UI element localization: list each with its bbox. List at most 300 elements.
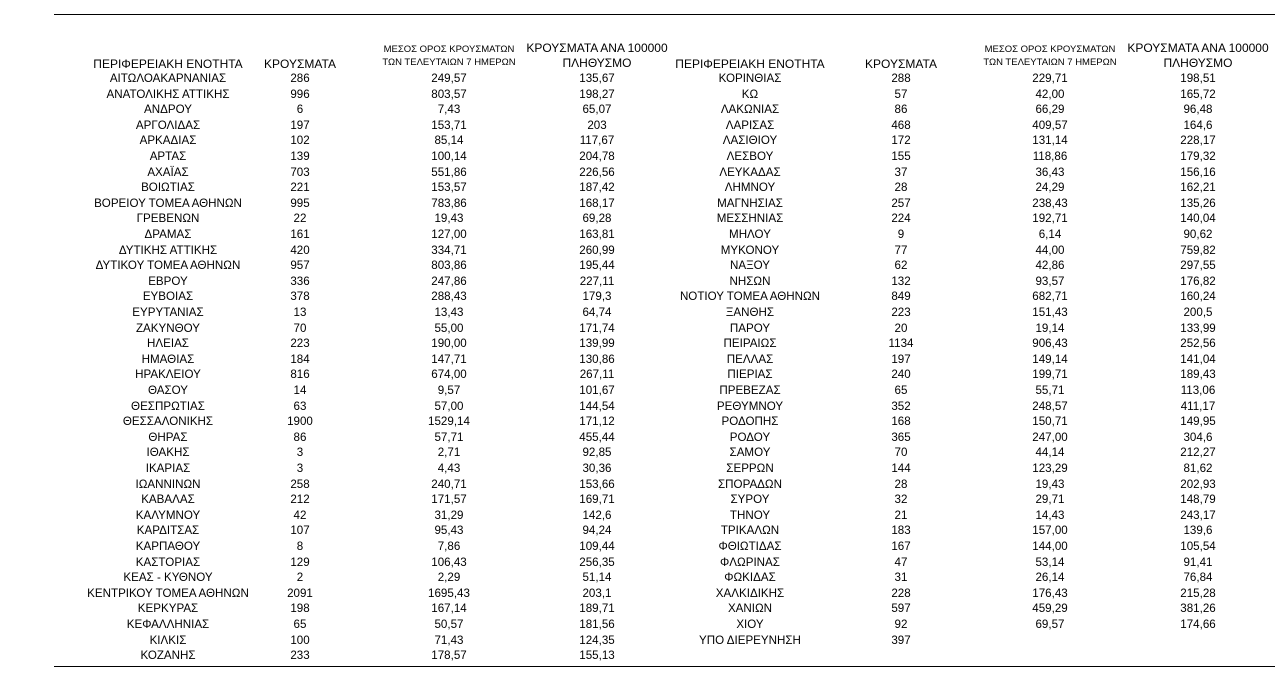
right-cases-value: 352 — [891, 399, 911, 413]
right-seven-day-avg-value: 24,29 — [1035, 181, 1065, 195]
right-cases-value: 155 — [891, 150, 911, 163]
right-seven-day-avg-value: 26,14 — [1035, 571, 1065, 585]
right-cases-value: 28 — [894, 477, 908, 491]
right-region-name: ΤΗΝΟΥ — [729, 508, 771, 522]
left-per-100k-value: 130,86 — [579, 352, 615, 366]
right-seven-day-avg-value: 459,29 — [1032, 602, 1068, 616]
left-per-100k-value: 124,35 — [579, 633, 615, 647]
right-cases-value: 70 — [894, 446, 908, 460]
right-region-name: ΣΥΡΟΥ — [730, 493, 770, 507]
left-cases-value: 1900 — [287, 415, 313, 429]
table-row — [0, 118, 1285, 134]
left-seven-day-avg-value: 13,43 — [434, 306, 464, 319]
left-seven-day-avg-value: 1529,14 — [428, 415, 470, 429]
left-region-name: ΚΙΛΚΙΣ — [149, 633, 187, 647]
left-region-name: ΗΜΑΘΙΑΣ — [141, 352, 195, 366]
right-seven-day-avg-value: 42,00 — [1035, 87, 1065, 101]
right-per-100k-value: 176,82 — [1180, 274, 1216, 288]
left-cases-value: 63 — [293, 399, 307, 413]
right-region-name: ΦΘΙΩΤΙΔΑΣ — [718, 540, 782, 553]
left-seven-day-avg-value: 55,00 — [434, 321, 464, 335]
left-per-100k-value: 203,1 — [582, 586, 612, 600]
table-row — [0, 367, 1285, 383]
right-cases-value: 1134 — [888, 337, 914, 351]
right-seven-day-avg-value: 53,14 — [1035, 555, 1065, 569]
right-per-100k-value: 105,54 — [1180, 540, 1216, 553]
table-row — [0, 492, 1285, 508]
left-region-name: ΑΡΓΟΛΙΔΑΣ — [135, 118, 201, 132]
right-region-name: ΥΠΟ ΔΙΕΡΕΥΝΗΣΗ — [699, 633, 801, 647]
left-region-name: ΚΑΡΠΑΘΟΥ — [135, 540, 201, 553]
right-region-name: ΠΑΡΟΥ — [729, 321, 771, 335]
left-seven-day-avg-value: 2,71 — [437, 446, 461, 460]
left-seven-day-avg-value: 9,57 — [437, 384, 461, 397]
table-row — [0, 196, 1285, 212]
left-seven-day-avg-value: 106,43 — [431, 555, 467, 569]
left-seven-day-avg-value: 147,71 — [431, 352, 467, 366]
right-cases-value: 168 — [891, 415, 911, 429]
left-cases-value: 139 — [290, 150, 310, 163]
right-cases-value: 62 — [894, 259, 908, 273]
left-region-name: ΔΥΤΙΚΗΣ ΑΤΤΙΚΗΣ — [118, 243, 218, 257]
left-cases-value: 6 — [296, 103, 304, 117]
right-cases-value: 468 — [891, 118, 911, 132]
right-seven-day-avg-value: 238,43 — [1032, 196, 1068, 210]
right-cases-value: 228 — [891, 586, 911, 600]
left-cases-value: 70 — [293, 321, 307, 335]
left-cases-value: 13 — [293, 306, 307, 319]
left-per-100k-value: 267,11 — [579, 368, 615, 382]
left-region-name: ΔΥΤΙΚΟΥ ΤΟΜΕΑ ΑΘΗΝΩΝ — [95, 259, 241, 273]
left-region-name: ΚΕΡΚΥΡΑΣ — [137, 602, 199, 616]
left-cases-value: 336 — [290, 274, 310, 288]
left-seven-day-avg-value: 7,86 — [437, 540, 461, 553]
right-region-name: ΡΕΘΥΜΝΟΥ — [716, 399, 784, 413]
left-region-name: ΚΑΡΔΙΤΣΑΣ — [136, 524, 200, 538]
left-region-name: ΚΑΒΑΛΑΣ — [141, 493, 195, 507]
left-per-100k-value: 153,66 — [579, 477, 615, 491]
left-region-name: ΑΝΔΡΟΥ — [144, 103, 192, 117]
right-seven-day-avg-value: 69,57 — [1035, 618, 1065, 631]
right-per-100k-value: 113,06 — [1180, 384, 1216, 397]
right-cases-value: 47 — [894, 555, 908, 569]
right-seven-day-avg-value: 157,00 — [1032, 524, 1068, 538]
right-cases-value: 37 — [894, 165, 908, 179]
left-seven-day-avg-value: 247,86 — [431, 274, 467, 288]
left-cases-value: 8 — [296, 540, 304, 553]
left-per-100k-value: 101,67 — [579, 384, 615, 397]
right-region-name: ΛΗΜΝΟΥ — [724, 181, 776, 195]
right-region-name: ΜΗΛΟΥ — [729, 228, 771, 241]
table-row — [0, 180, 1285, 196]
right-per-100k-value: 297,55 — [1180, 259, 1216, 273]
right-per-100k-value: 133,99 — [1180, 321, 1216, 335]
right-region-name: ΝΗΣΩΝ — [729, 274, 771, 288]
left-seven-day-avg-value: 178,57 — [431, 649, 467, 663]
right-region-name: ΜΑΓΝΗΣΙΑΣ — [717, 196, 783, 210]
header-avg-right-line1: ΜΕΣΟΣ ΟΡΟΣ ΚΡΟΥΣΜΑΤΩΝ — [984, 44, 1116, 55]
right-per-100k-value: 81,62 — [1183, 462, 1213, 475]
left-seven-day-avg-value: 7,43 — [437, 103, 461, 117]
right-per-100k-value: 252,56 — [1180, 337, 1216, 351]
left-seven-day-avg-value: 85,14 — [434, 134, 464, 148]
right-seven-day-avg-value: 44,14 — [1035, 446, 1065, 460]
left-per-100k-value: 168,17 — [579, 196, 615, 210]
left-region-name: ΘΑΣΟΥ — [147, 384, 189, 397]
table-row — [0, 555, 1285, 571]
table-row — [0, 71, 1285, 87]
left-cases-value: 957 — [290, 259, 310, 273]
left-per-100k-value: 189,71 — [579, 602, 615, 616]
right-cases-value: 86 — [894, 103, 908, 117]
left-per-100k-value: 144,54 — [579, 399, 615, 413]
left-cases-value: 86 — [293, 430, 307, 444]
right-seven-day-avg-value: 906,43 — [1032, 337, 1068, 351]
left-cases-value: 198 — [290, 602, 310, 616]
right-per-100k-value: 139,6 — [1183, 524, 1213, 538]
table-row — [0, 211, 1285, 227]
header-region-right: ΠΕΡΙΦΕΡΕΙΑΚΗ ΕΝΟΤΗΤΑ — [675, 57, 825, 71]
right-region-name: ΚΩ — [741, 87, 759, 101]
right-per-100k-value: 304,6 — [1183, 430, 1213, 444]
right-seven-day-avg-value: 199,71 — [1032, 368, 1068, 382]
table-row — [0, 586, 1285, 602]
table-row — [0, 461, 1285, 477]
table-row — [0, 87, 1285, 103]
left-cases-value: 3 — [296, 446, 304, 460]
right-region-name: ΝΟΤΙΟΥ ΤΟΜΕΑ ΑΘΗΝΩΝ — [679, 290, 821, 304]
right-seven-day-avg-value: 36,43 — [1035, 165, 1065, 179]
right-cases-value: 21 — [894, 508, 908, 522]
right-region-name: ΛΕΥΚΑΔΑΣ — [719, 165, 781, 179]
right-cases-value: 57 — [894, 87, 908, 101]
left-cases-value: 197 — [290, 118, 310, 132]
right-cases-value: 849 — [891, 290, 911, 304]
left-region-name: ΘΕΣΣΑΛΟΝΙΚΗΣ — [122, 415, 214, 429]
right-cases-value: 257 — [891, 196, 911, 210]
table-row — [0, 570, 1285, 586]
left-region-name: ΖΑΚΥΝΘΟΥ — [135, 321, 201, 335]
right-region-name: ΠΙΕΡΙΑΣ — [727, 368, 773, 382]
table-row — [0, 102, 1285, 118]
left-per-100k-value: 181,56 — [579, 618, 615, 631]
left-region-name: ΑΙΤΩΛΟΑΚΑΡΝΑΝΙΑΣ — [109, 72, 227, 85]
right-cases-value: 365 — [891, 430, 911, 444]
left-per-100k-value: 30,36 — [582, 462, 612, 475]
right-region-name: ΛΑΚΩΝΙΑΣ — [720, 103, 780, 117]
left-seven-day-avg-value: 153,71 — [431, 118, 467, 132]
table-row — [0, 383, 1285, 399]
right-seven-day-avg-value: 131,14 — [1032, 134, 1068, 148]
left-cases-value: 65 — [293, 618, 307, 631]
right-seven-day-avg-value: 229,71 — [1032, 72, 1068, 85]
table-row — [0, 336, 1285, 352]
right-region-name: ΜΥΚΟΝΟΥ — [720, 243, 780, 257]
left-per-100k-value: 135,67 — [579, 72, 615, 85]
left-seven-day-avg-value: 153,57 — [431, 181, 467, 195]
left-seven-day-avg-value: 2,29 — [437, 571, 461, 585]
right-cases-value: 183 — [891, 524, 911, 538]
left-region-name: ΘΗΡΑΣ — [148, 430, 188, 444]
left-cases-value: 100 — [290, 633, 310, 647]
right-seven-day-avg-value: 123,29 — [1032, 462, 1068, 475]
left-cases-value: 221 — [290, 181, 310, 195]
right-cases-value: 397 — [891, 633, 911, 647]
right-per-100k-value: 212,27 — [1180, 446, 1216, 460]
left-per-100k-value: 51,14 — [582, 571, 612, 585]
left-region-name: ΕΥΡΥΤΑΝΙΑΣ — [132, 306, 204, 319]
right-per-100k-value: 160,24 — [1180, 290, 1216, 304]
left-region-name: ΑΡΚΑΔΙΑΣ — [139, 134, 197, 148]
right-region-name: ΧΑΛΚΙΔΙΚΗΣ — [715, 586, 785, 600]
right-region-name: ΠΕΙΡΑΙΩΣ — [723, 337, 777, 351]
table-row — [0, 243, 1285, 259]
left-per-100k-value: 65,07 — [582, 103, 612, 117]
left-cases-value: 42 — [293, 508, 307, 522]
right-seven-day-avg-value: 19,43 — [1035, 477, 1065, 491]
left-seven-day-avg-value: 95,43 — [434, 524, 464, 538]
left-per-100k-value: 256,35 — [579, 555, 615, 569]
table-row — [0, 539, 1285, 555]
right-region-name: ΧΑΝΙΩΝ — [727, 602, 773, 616]
table-row — [0, 601, 1285, 617]
right-per-100k-value: 215,28 — [1180, 586, 1216, 600]
right-per-100k-value: 90,62 — [1183, 228, 1213, 241]
right-region-name: ΡΟΔΟΥ — [729, 430, 771, 444]
table-row — [0, 633, 1285, 649]
left-seven-day-avg-value: 19,43 — [434, 212, 464, 226]
left-region-name: ΙΚΑΡΙΑΣ — [145, 462, 191, 475]
left-region-name: ΔΡΑΜΑΣ — [144, 228, 192, 241]
left-seven-day-avg-value: 803,86 — [431, 259, 467, 273]
left-region-name: ΗΡΑΚΛΕΙΟΥ — [135, 368, 201, 382]
header-avg-left-line2: ΤΩΝ ΤΕΛΕΥΤΑΙΩΝ 7 ΗΜΕΡΩΝ — [382, 57, 516, 68]
top-rule — [54, 14, 1275, 15]
table-row — [0, 258, 1285, 274]
right-seven-day-avg-value: 44,00 — [1035, 243, 1065, 257]
right-cases-value: 9 — [897, 228, 905, 241]
left-region-name: ΑΧΑΪΑΣ — [147, 165, 189, 179]
left-region-name: ΚΕΑΣ - ΚΥΘΝΟΥ — [123, 571, 213, 585]
left-per-100k-value: 64,74 — [582, 306, 612, 319]
left-seven-day-avg-value: 288,43 — [431, 290, 467, 304]
left-per-100k-value: 187,42 — [579, 181, 615, 195]
left-cases-value: 3 — [296, 462, 304, 475]
right-region-name: ΝΑΞΟΥ — [729, 259, 771, 273]
left-cases-value: 2 — [296, 571, 304, 585]
right-region-name: ΛΑΣΙΘΙΟΥ — [722, 134, 778, 148]
left-per-100k-value: 69,28 — [582, 212, 612, 226]
right-per-100k-value: 189,43 — [1180, 368, 1216, 382]
left-cases-value: 2091 — [287, 586, 313, 600]
table-row — [0, 165, 1285, 181]
right-per-100k-value: 411,17 — [1180, 399, 1216, 413]
table-row — [0, 133, 1285, 149]
left-seven-day-avg-value: 100,14 — [431, 150, 467, 163]
right-cases-value: 167 — [891, 540, 911, 553]
left-seven-day-avg-value: 249,57 — [431, 72, 467, 85]
right-region-name: ΣΕΡΡΩΝ — [726, 462, 774, 475]
left-per-100k-value: 171,12 — [579, 415, 615, 429]
header-avg-right-line2: ΤΩΝ ΤΕΛΕΥΤΑΙΩΝ 7 ΗΜΕΡΩΝ — [983, 57, 1117, 68]
left-per-100k-value: 455,44 — [579, 430, 615, 444]
left-region-name: ΘΕΣΠΡΩΤΙΑΣ — [131, 399, 205, 413]
left-per-100k-value: 139,99 — [579, 337, 615, 351]
left-seven-day-avg-value: 171,57 — [431, 493, 467, 507]
right-per-100k-value: 198,51 — [1180, 72, 1216, 85]
left-region-name: ΑΝΑΤΟΛΙΚΗΣ ΑΤΤΙΚΗΣ — [106, 87, 230, 101]
left-region-name: ΚΑΛΥΜΝΟΥ — [135, 508, 201, 522]
bottom-rule — [54, 666, 1275, 667]
right-per-100k-value: 165,72 — [1180, 87, 1216, 101]
table-row — [0, 648, 1285, 664]
left-seven-day-avg-value: 57,71 — [434, 430, 464, 444]
left-seven-day-avg-value: 783,86 — [431, 196, 467, 210]
right-cases-value: 65 — [894, 384, 908, 397]
right-seven-day-avg-value: 144,00 — [1032, 540, 1068, 553]
left-seven-day-avg-value: 1695,43 — [428, 586, 470, 600]
table-row — [0, 227, 1285, 243]
table-row — [0, 477, 1285, 493]
right-seven-day-avg-value: 14,43 — [1035, 508, 1065, 522]
left-cases-value: 995 — [290, 196, 310, 210]
left-cases-value: 996 — [290, 87, 310, 101]
left-region-name: ΚΟΖΑΝΗΣ — [140, 649, 196, 663]
right-cases-value: 288 — [891, 72, 911, 85]
right-seven-day-avg-value: 118,86 — [1032, 150, 1068, 163]
right-region-name: ΡΟΔΟΠΗΣ — [721, 415, 779, 429]
left-seven-day-avg-value: 167,14 — [431, 602, 467, 616]
left-region-name: ΑΡΤΑΣ — [149, 150, 187, 163]
left-seven-day-avg-value: 551,86 — [431, 165, 467, 179]
right-region-name: ΠΕΛΛΑΣ — [726, 352, 774, 366]
left-seven-day-avg-value: 71,43 — [434, 633, 464, 647]
table-row — [0, 617, 1285, 633]
right-seven-day-avg-value: 6,14 — [1038, 228, 1062, 241]
right-per-100k-value: 156,16 — [1180, 165, 1216, 179]
right-seven-day-avg-value: 55,71 — [1035, 384, 1065, 397]
right-region-name: ΛΕΣΒΟΥ — [726, 150, 774, 163]
right-seven-day-avg-value: 149,14 — [1032, 352, 1068, 366]
left-cases-value: 212 — [290, 493, 310, 507]
right-cases-value: 224 — [891, 212, 911, 226]
right-per-100k-value: 96,48 — [1183, 103, 1213, 117]
right-region-name: ΞΑΝΘΗΣ — [725, 306, 775, 319]
table-row — [0, 321, 1285, 337]
right-cases-value: 32 — [894, 493, 908, 507]
left-per-100k-value: 163,81 — [579, 228, 615, 241]
right-seven-day-avg-value: 19,14 — [1035, 321, 1065, 335]
right-seven-day-avg-value: 409,57 — [1032, 118, 1068, 132]
right-seven-day-avg-value: 247,00 — [1032, 430, 1068, 444]
right-seven-day-avg-value: 66,29 — [1035, 103, 1065, 117]
right-region-name: ΤΡΙΚΑΛΩΝ — [720, 524, 780, 538]
left-region-name: ΚΕΦΑΛΛΗΝΙΑΣ — [126, 618, 210, 631]
left-per-100k-value: 92,85 — [582, 446, 612, 460]
left-cases-value: 184 — [290, 352, 310, 366]
table-row — [0, 352, 1285, 368]
left-cases-value: 703 — [290, 165, 310, 179]
left-cases-value: 161 — [290, 228, 310, 241]
right-per-100k-value: 200,5 — [1183, 306, 1213, 319]
right-per-100k-value: 149,95 — [1180, 415, 1216, 429]
right-cases-value: 77 — [894, 243, 908, 257]
header-per100k-right-line1: ΚΡΟΥΣΜΑΤΑ ΑΝΑ 100000 — [1127, 41, 1269, 55]
left-region-name: ΕΥΒΟΙΑΣ — [142, 290, 194, 304]
right-cases-value: 240 — [891, 368, 911, 382]
left-seven-day-avg-value: 803,57 — [431, 87, 467, 101]
right-cases-value: 197 — [891, 352, 911, 366]
left-region-name: ΒΟΙΩΤΙΑΣ — [141, 181, 195, 195]
left-region-name: ΕΒΡΟΥ — [148, 274, 188, 288]
table-row — [0, 445, 1285, 461]
right-seven-day-avg-value: 151,43 — [1032, 306, 1068, 319]
left-cases-value: 102 — [290, 134, 310, 148]
right-seven-day-avg-value: 248,57 — [1032, 399, 1068, 413]
right-per-100k-value: 759,82 — [1180, 243, 1216, 257]
left-seven-day-avg-value: 334,71 — [431, 243, 467, 257]
right-per-100k-value: 174,66 — [1180, 618, 1216, 631]
left-cases-value: 286 — [290, 72, 310, 85]
table-row — [0, 430, 1285, 446]
left-cases-value: 223 — [290, 337, 310, 351]
left-per-100k-value: 171,74 — [579, 321, 615, 335]
right-seven-day-avg-value: 176,43 — [1032, 586, 1068, 600]
left-per-100k-value: 155,13 — [579, 649, 615, 663]
right-cases-value: 28 — [894, 181, 908, 195]
left-cases-value: 22 — [293, 212, 307, 226]
left-per-100k-value: 204,78 — [579, 150, 615, 163]
table-row — [0, 274, 1285, 290]
header-avg-left-line1: ΜΕΣΟΣ ΟΡΟΣ ΚΡΟΥΣΜΑΤΩΝ — [383, 44, 515, 55]
left-region-name: ΙΘΑΚΗΣ — [146, 446, 190, 460]
right-region-name: ΜΕΣΣΗΝΙΑΣ — [716, 212, 784, 226]
table-row — [0, 523, 1285, 539]
right-per-100k-value: 135,26 — [1180, 196, 1216, 210]
left-per-100k-value: 109,44 — [579, 540, 615, 553]
right-region-name: ΚΟΡΙΝΘΙΑΣ — [718, 72, 782, 85]
right-seven-day-avg-value: 29,71 — [1035, 493, 1065, 507]
header-region-left: ΠΕΡΙΦΕΡΕΙΑΚΗ ΕΝΟΤΗΤΑ — [93, 57, 243, 71]
right-cases-value: 597 — [891, 602, 911, 616]
right-cases-value: 132 — [891, 274, 911, 288]
left-seven-day-avg-value: 57,00 — [434, 399, 464, 413]
left-cases-value: 378 — [290, 290, 310, 304]
left-per-100k-value: 227,11 — [579, 274, 615, 288]
left-cases-value: 107 — [290, 524, 310, 538]
left-cases-value: 816 — [290, 368, 310, 382]
right-cases-value: 172 — [891, 134, 911, 148]
left-seven-day-avg-value: 674,00 — [431, 368, 467, 382]
right-per-100k-value: 148,79 — [1180, 493, 1216, 507]
right-cases-value: 144 — [891, 462, 911, 475]
table-row — [0, 414, 1285, 430]
left-cases-value: 258 — [290, 477, 310, 491]
left-per-100k-value: 226,56 — [579, 165, 615, 179]
left-per-100k-value: 195,44 — [579, 259, 615, 273]
left-per-100k-value: 142,6 — [582, 508, 612, 522]
left-per-100k-value: 260,99 — [579, 243, 615, 257]
right-per-100k-value: 228,17 — [1180, 134, 1216, 148]
left-per-100k-value: 117,67 — [579, 134, 615, 148]
left-seven-day-avg-value: 190,00 — [431, 337, 467, 351]
left-seven-day-avg-value: 50,57 — [434, 618, 464, 631]
right-per-100k-value: 76,84 — [1183, 571, 1213, 585]
left-seven-day-avg-value: 240,71 — [431, 477, 467, 491]
header-per100k-left-line2: ΠΛΗΘΥΣΜΟ — [562, 56, 632, 70]
right-per-100k-value: 243,17 — [1180, 508, 1216, 522]
header-per100k-right-line2: ΠΛΗΘΥΣΜΟ — [1163, 56, 1233, 70]
